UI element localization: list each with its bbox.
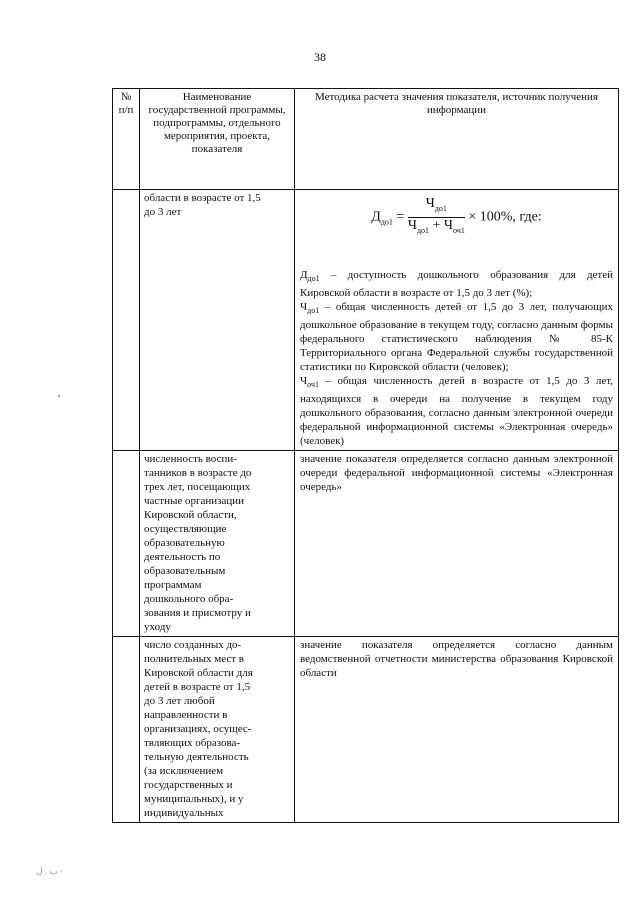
formula-lhs-sub: до1 xyxy=(380,217,393,227)
table-row xyxy=(113,190,619,451)
method-cell: значение показателя определяется согласно данным ведомственной отчетности министерства образования Кировской области xyxy=(295,637,619,823)
table-row xyxy=(113,637,619,823)
definition-item: $Ч_{оч1}$ – общая численность детей в возрасте от 1,5 до 3 лет, находящихся в очереди на получение в текущем году дошкольного образования, согласно данным электронной очереди федеральной информационной системы «Электронная очередь» (человек) xyxy=(300,374,613,448)
indicator-name-cell: число созданных до- полнительных мест в Кировской области для детей в возрасте от 1,5 до 3 лет любой направленности в организациях, осущес- твляющих образова- тельную деятельность (за исключением государственных и муниципальных), и у индивидуальных xyxy=(140,637,295,823)
table-header-row xyxy=(113,89,619,190)
formula-tail: × 100%, где: xyxy=(464,209,542,225)
indicator-name-cell: численность воспи- танников в возрасте до трех лет, посещающих частные организации Кировской области, осуществляющие образовательную деятельность по образовательным программам дошкольного обра- зования и присмотру и уходу xyxy=(140,451,295,637)
definition-item: $Ч_{до1}$ – общая численность детей от 1,5 до 3 лет, получающих дошкольное образование в текущем году, согласно данным формы федерального статистического наблюдения № 85-К Территориального органа Федеральной службы государственной статистики по Кировской области (человек); xyxy=(300,300,613,373)
margin-mark: ب . ل · xyxy=(36,866,64,876)
formula-numerator: $Ч_{до1}$ xyxy=(408,197,465,218)
method-cell xyxy=(295,190,619,451)
formula-denominator: $Ч_{до1} + Ч_{оч1}$ xyxy=(407,217,465,235)
formula-fraction xyxy=(408,197,465,238)
header-name: Наименование государственной программы, подпрограммы, отдельного мероприятия, проекта, показателя xyxy=(140,89,295,190)
formula-lhs: Д xyxy=(371,209,381,225)
indicator-name-cell: области в возрасте от 1,5 до 3 лет xyxy=(140,190,295,451)
definition-item: $Д_{до1}$ – доступность дошкольного образования для детей Кировской области в возрасте от 1,5 до 3 лет (%); xyxy=(300,268,613,299)
row-num-cell xyxy=(113,451,140,637)
row-num-cell xyxy=(113,190,140,451)
method-cell: значение показателя определяется согласно данным электронной очереди федеральной информационной системы «Электронная очередь» xyxy=(295,451,619,637)
indicator-table xyxy=(112,88,619,823)
page-number: 38 xyxy=(314,50,326,64)
header-method: Методика расчета значения показателя, источник получения информации xyxy=(295,89,619,190)
row-num-cell xyxy=(113,637,140,823)
header-num: № п/п xyxy=(113,89,140,190)
table-row xyxy=(113,451,619,637)
scan-dot xyxy=(58,395,60,397)
formula: $Д_{до1}$ = $\frac{Ч_{до1}}{Ч_{до1} + Ч_{оч1}}$ × 100%, где: xyxy=(300,191,613,268)
